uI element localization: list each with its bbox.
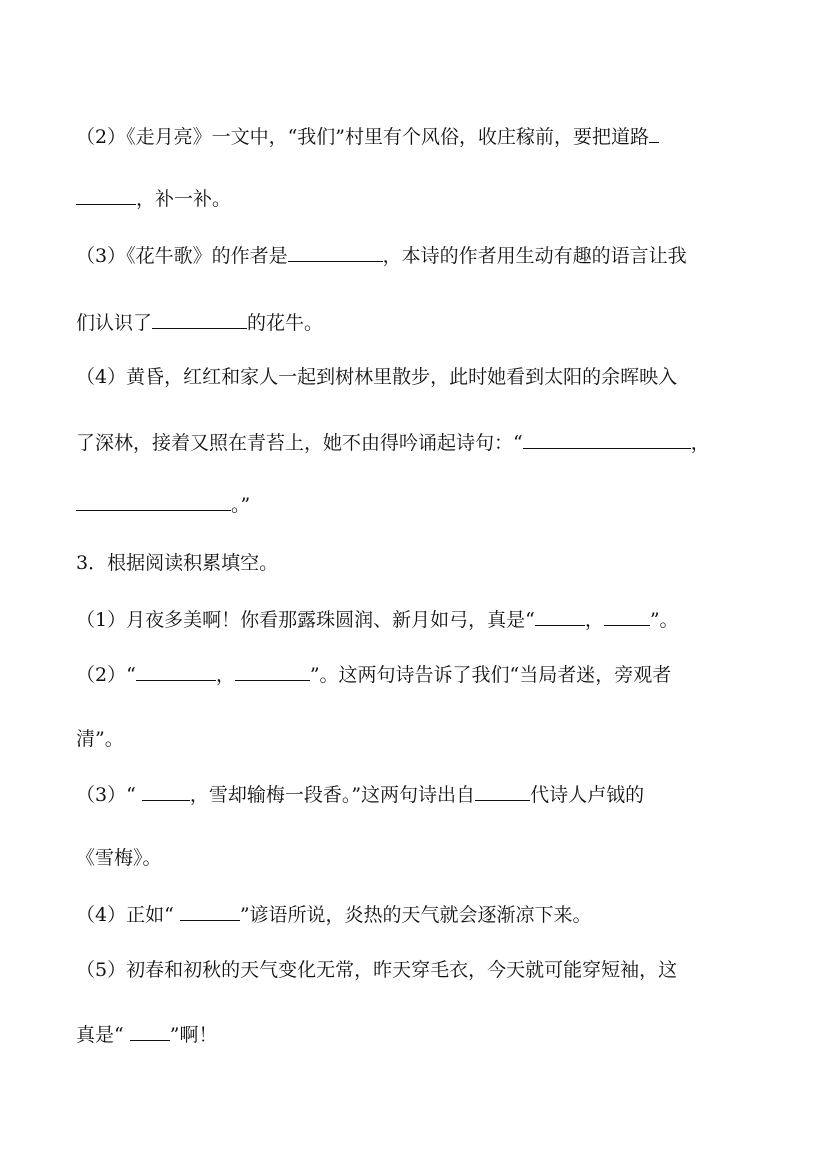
question-text: （3）《花牛歌》的作者是	[76, 245, 288, 267]
question-text: ，补一补。	[136, 188, 232, 210]
question-3-1	[76, 607, 679, 632]
question-text: ”。	[649, 609, 679, 631]
question-2-4-line-1	[76, 365, 677, 389]
question-2-4-line-2	[76, 430, 710, 455]
section-heading: 3．根据阅读积累填空。	[76, 552, 279, 574]
answer-blank[interactable]	[235, 662, 310, 681]
question-text: （1）月夜多美啊！你看那露珠圆润、新月如弓，真是“	[76, 609, 535, 631]
question-3-heading	[76, 551, 278, 575]
question-3-3-line-1	[76, 782, 644, 807]
answer-blank[interactable]	[288, 243, 383, 262]
question-text: 了深林，接着又照在青苔上，她不由得吟诵起诗句：“	[76, 432, 523, 454]
question-text: ”。这两句诗告诉了我们“当局者迷，旁观者	[309, 664, 672, 686]
answer-blank[interactable]	[152, 310, 247, 329]
question-text: 们认识了	[76, 312, 153, 334]
question-text: （4）正如“	[76, 904, 180, 926]
question-text: （5）初春和初秋的天气变化无常，昨天穿毛衣，今天就可能穿短袖，这	[76, 959, 678, 981]
question-3-5-line-1	[76, 958, 677, 982]
question-text: 清”。	[76, 728, 124, 750]
question-text: （3）“	[76, 784, 142, 806]
question-text: ，	[690, 432, 710, 454]
question-3-4	[76, 902, 592, 927]
question-text: 《雪梅》。	[76, 847, 162, 869]
answer-blank[interactable]	[130, 1022, 170, 1041]
answer-blank[interactable]	[76, 186, 136, 205]
question-text: ，雪却输梅一段香。”这两句诗出自	[189, 784, 476, 806]
question-2-2-line-1	[76, 124, 659, 149]
question-text: ，本诗的作者用生动有趣的语言让我	[382, 245, 687, 267]
answer-blank[interactable]	[180, 902, 240, 921]
question-2-3-line-1	[76, 243, 687, 268]
answer-blank[interactable]	[142, 782, 190, 801]
answer-blank[interactable]	[76, 492, 231, 511]
question-2-2-line-2	[76, 186, 231, 211]
question-text: 。”	[231, 494, 251, 516]
answer-blank[interactable]	[523, 430, 691, 449]
question-text: 的花牛。	[247, 312, 324, 334]
question-text: （2）《走月亮》一文中，“我们”村里有个风俗，收庄稼前，要把道路	[76, 126, 650, 148]
question-text: 代诗人卢钺的	[530, 784, 645, 806]
question-text: （2）“	[76, 664, 136, 686]
question-text: ”啊！	[169, 1024, 218, 1046]
question-3-2-line-1	[76, 662, 671, 687]
question-3-3-line-2	[76, 846, 162, 870]
question-text: ，	[584, 609, 604, 631]
question-text: （4）黄昏，红红和家人一起到树林里散步，此时她看到太阳的余晖映入	[76, 366, 678, 388]
question-3-2-line-2	[76, 727, 124, 751]
question-text: ，	[215, 664, 235, 686]
answer-blank[interactable]	[475, 782, 530, 801]
answer-blank[interactable]	[535, 607, 585, 626]
answer-blank[interactable]	[649, 124, 659, 143]
question-2-4-line-3	[76, 492, 250, 517]
answer-blank[interactable]	[136, 662, 216, 681]
question-text: 真是“	[76, 1024, 130, 1046]
answer-blank[interactable]	[604, 607, 650, 626]
question-2-3-line-2	[76, 310, 323, 335]
question-text: ”谚语所说，炎热的天气就会逐渐凉下来。	[239, 904, 592, 926]
question-3-5-line-2	[76, 1022, 217, 1047]
